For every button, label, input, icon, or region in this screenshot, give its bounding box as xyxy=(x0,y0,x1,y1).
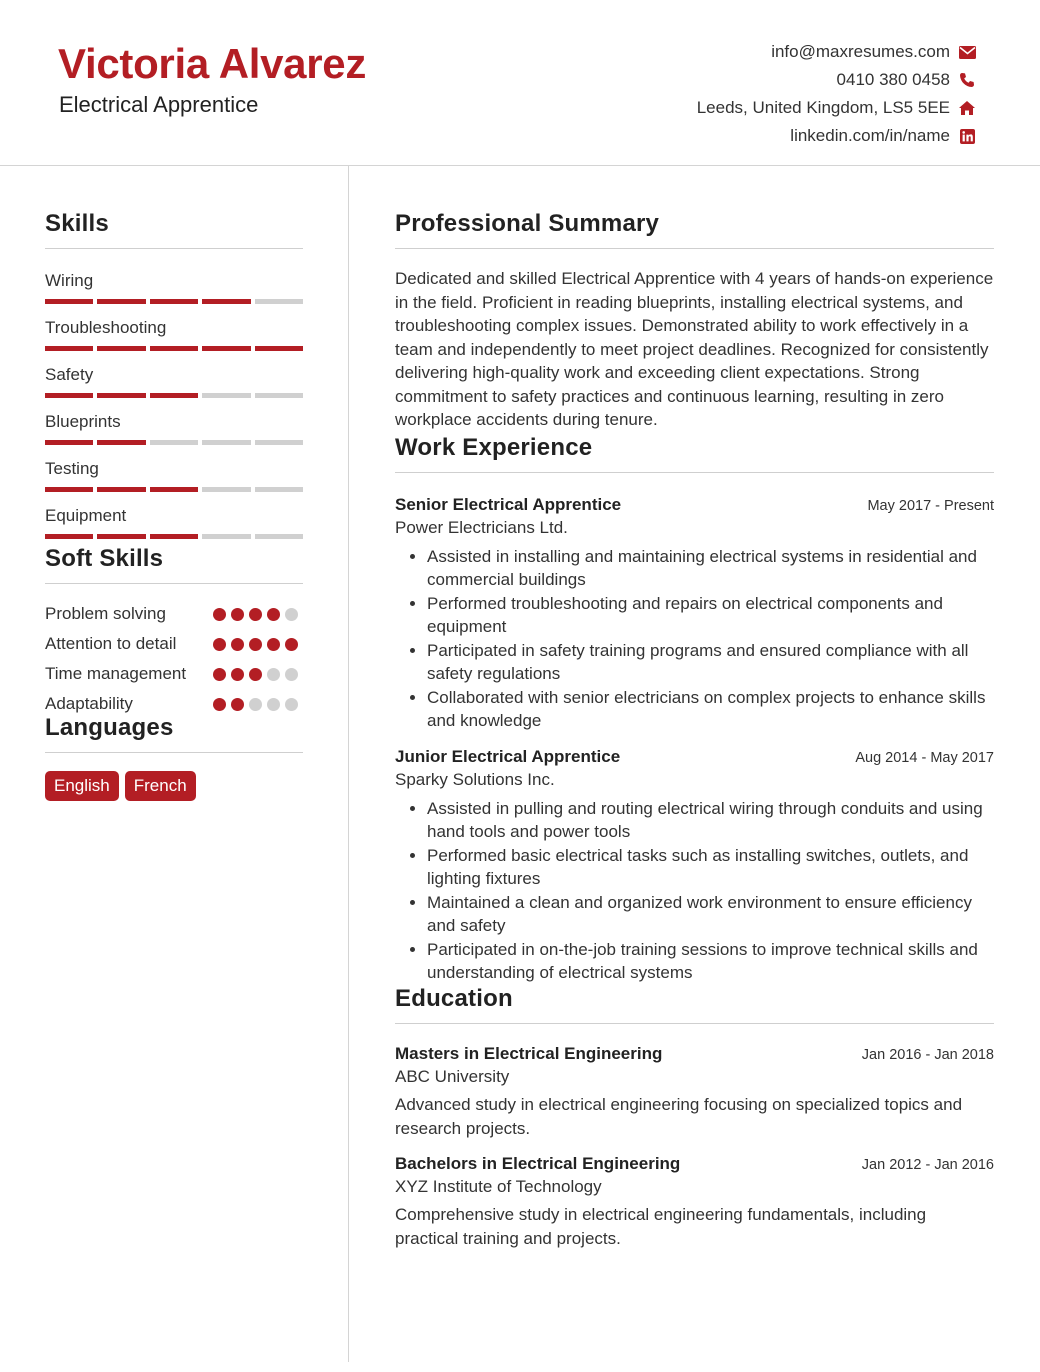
job-bullet: • Participated in on-the-job training sessions to improve technical skills and understanding of electrical systems xyxy=(427,938,994,985)
soft-skill-item xyxy=(45,692,303,716)
job-bullet: • Assisted in pulling and routing electrical wiring through conduits and using hand tools and power tools xyxy=(427,797,994,844)
degree-date: Jan 2016 - Jan 2018 xyxy=(861,1046,994,1063)
rating-dot xyxy=(267,668,280,681)
soft-skill-rating xyxy=(213,632,303,651)
skill-item xyxy=(45,457,303,492)
degree-date: Jan 2012 - Jan 2016 xyxy=(861,1156,994,1173)
contact-email-text: info@maxresumes.com xyxy=(771,42,950,61)
resume-header xyxy=(0,0,1040,166)
experience-heading: Work Experience xyxy=(395,434,994,473)
skill-level-segment xyxy=(255,299,303,304)
rating-dot xyxy=(231,698,244,711)
soft-skill-rating xyxy=(213,602,303,621)
skill-level-bar xyxy=(45,487,303,492)
employer-name: Sparky Solutions Inc. xyxy=(395,769,555,789)
job-date: Aug 2014 - May 2017 xyxy=(855,749,994,766)
skill-level-segment xyxy=(255,440,303,445)
soft-skill-item xyxy=(45,662,303,686)
skill-level-segment xyxy=(255,487,303,492)
main-content xyxy=(395,210,994,1252)
skill-level-segment xyxy=(45,534,93,539)
job-bullet: • Performed troubleshooting and repairs on electrical components and equipment xyxy=(427,592,994,639)
rating-dot xyxy=(231,608,244,621)
contact-list xyxy=(556,38,976,150)
skill-level-segment xyxy=(150,487,198,492)
rating-dot xyxy=(249,668,262,681)
contact-linkedin[interactable] xyxy=(556,122,976,150)
rating-dot xyxy=(267,608,280,621)
summary-heading: Professional Summary xyxy=(395,210,994,249)
soft-skill-name: Time management xyxy=(45,664,187,683)
phone-icon xyxy=(958,71,976,89)
soft-skills-heading: Soft Skills xyxy=(45,545,303,584)
education-entry xyxy=(395,1044,994,1142)
sidebar xyxy=(45,210,303,801)
skill-name: Wiring xyxy=(45,271,94,290)
rating-dot xyxy=(267,638,280,651)
job-title: Senior Electrical Apprentice xyxy=(395,494,622,514)
rating-dot xyxy=(213,698,226,711)
home-icon xyxy=(958,99,976,117)
soft-skill-name: Adaptability xyxy=(45,694,133,713)
soft-skill-name: Attention to detail xyxy=(45,634,177,653)
rating-dot xyxy=(285,608,298,621)
skill-name: Safety xyxy=(45,365,94,384)
skills-list xyxy=(45,269,303,539)
skill-level-segment xyxy=(97,393,145,398)
column-divider xyxy=(348,166,349,1362)
languages-list xyxy=(45,771,303,801)
skill-level-segment xyxy=(150,299,198,304)
skill-level-segment xyxy=(202,534,250,539)
degree-description: Comprehensive study in electrical engineering fundamentals, including practical training and projects. xyxy=(395,1204,927,1248)
skill-level-segment xyxy=(150,534,198,539)
rating-dot xyxy=(285,698,298,711)
skill-level-bar xyxy=(45,440,303,445)
job-bullet: • Performed basic electrical tasks such as installing switches, outlets, and lighting fixtures xyxy=(427,844,994,891)
education-entry-header xyxy=(395,1154,994,1174)
contact-email[interactable] xyxy=(556,38,976,66)
job-bullet: • Assisted in installing and maintaining electrical systems in residential and commercial buildings xyxy=(427,545,994,592)
rating-dot xyxy=(249,608,262,621)
skill-level-segment xyxy=(45,346,93,351)
skill-level-bar xyxy=(45,534,303,539)
job-bullets xyxy=(395,797,994,985)
skill-item xyxy=(45,504,303,539)
soft-skill-name: Problem solving xyxy=(45,604,166,623)
skill-level-segment xyxy=(97,440,145,445)
envelope-icon xyxy=(958,43,976,61)
soft-skills-list xyxy=(45,602,303,716)
soft-skill-item xyxy=(45,602,303,626)
skill-level-bar xyxy=(45,299,303,304)
experience-entry-header xyxy=(395,747,994,767)
rating-dot xyxy=(285,668,298,681)
rating-dot xyxy=(213,638,226,651)
skill-name: Blueprints xyxy=(45,412,121,431)
skill-level-segment xyxy=(150,346,198,351)
skill-level-segment xyxy=(45,393,93,398)
rating-dot xyxy=(249,698,262,711)
contact-address xyxy=(556,94,976,122)
summary-text: Dedicated and skilled Electrical Apprentice with 4 years of hands-on experience in the field. Proficient in reading blueprints, installing electrical systems, and troubleshooting complex issues. Demonstrated ability to work effectively in a team and independently to meet project deadlines. Recognized for consistently delivering high-quality work and exceeding client expectations. Strong commitment to safety practices and continuous learning, resulting in zero workplace accidents during tenure. xyxy=(395,269,994,429)
contact-phone-text: 0410 380 0458 xyxy=(836,70,950,89)
education-list xyxy=(395,1044,994,1252)
language-tag: English xyxy=(45,771,119,801)
institution-name: XYZ Institute of Technology xyxy=(395,1176,602,1196)
rating-dot xyxy=(249,638,262,651)
experience-list xyxy=(395,495,994,985)
skill-level-segment xyxy=(202,440,250,445)
job-bullet: • Collaborated with senior electricians on complex projects to enhance skills and knowledge xyxy=(427,686,994,733)
soft-skill-item xyxy=(45,632,303,656)
skill-level-segment xyxy=(150,393,198,398)
skill-level-segment xyxy=(202,346,250,351)
skill-name: Equipment xyxy=(45,506,127,525)
skill-level-segment xyxy=(202,299,250,304)
education-entry xyxy=(395,1154,994,1252)
skill-level-segment xyxy=(97,487,145,492)
experience-entry xyxy=(395,495,994,733)
rating-dot xyxy=(267,698,280,711)
experience-entry xyxy=(395,747,994,985)
skill-item xyxy=(45,269,303,304)
rating-dot xyxy=(231,668,244,681)
skill-name: Testing xyxy=(45,459,99,478)
degree-title: Masters in Electrical Engineering xyxy=(395,1043,663,1063)
job-date: May 2017 - Present xyxy=(867,497,994,514)
contact-linkedin-text: linkedin.com/in/name xyxy=(790,126,950,145)
linkedin-icon xyxy=(958,127,976,145)
skill-level-segment xyxy=(45,440,93,445)
job-bullet: • Participated in safety training programs and ensured compliance with all safety regulations xyxy=(427,639,994,686)
contact-phone[interactable] xyxy=(556,66,976,94)
soft-skill-rating xyxy=(213,662,303,681)
skill-level-segment xyxy=(255,534,303,539)
skill-level-bar xyxy=(45,393,303,398)
skill-name: Troubleshooting xyxy=(45,318,167,337)
languages-heading: Languages xyxy=(45,714,303,753)
job-title: Junior Electrical Apprentice xyxy=(395,746,621,766)
skill-item xyxy=(45,363,303,398)
candidate-title: Electrical Apprentice xyxy=(59,92,259,117)
institution-name: ABC University xyxy=(395,1066,510,1086)
skill-level-segment xyxy=(97,534,145,539)
skill-level-segment xyxy=(255,346,303,351)
skills-heading: Skills xyxy=(45,210,303,249)
employer-name: Power Electricians Ltd. xyxy=(395,517,568,537)
skill-level-segment xyxy=(150,440,198,445)
skill-level-segment xyxy=(202,393,250,398)
skill-item xyxy=(45,410,303,445)
education-entry-header xyxy=(395,1044,994,1064)
rating-dot xyxy=(213,668,226,681)
job-bullets xyxy=(395,545,994,733)
rating-dot xyxy=(285,638,298,651)
contact-address-text: Leeds, United Kingdom, LS5 5EE xyxy=(696,98,950,117)
soft-skill-rating xyxy=(213,692,303,711)
skill-level-segment xyxy=(202,487,250,492)
skill-level-segment xyxy=(45,299,93,304)
skill-level-bar xyxy=(45,346,303,351)
education-heading: Education xyxy=(395,985,994,1024)
experience-entry-header xyxy=(395,495,994,515)
degree-description: Advanced study in electrical engineering focusing on specialized topics and research projects. xyxy=(395,1094,963,1138)
job-bullet: • Maintained a clean and organized work environment to ensure efficiency and safety xyxy=(427,891,994,938)
language-tag: French xyxy=(125,771,196,801)
skill-level-segment xyxy=(255,393,303,398)
skill-level-segment xyxy=(97,346,145,351)
rating-dot xyxy=(213,608,226,621)
skill-level-segment xyxy=(97,299,145,304)
rating-dot xyxy=(231,638,244,651)
skill-item xyxy=(45,316,303,351)
skill-level-segment xyxy=(45,487,93,492)
candidate-name: Victoria Alvarez xyxy=(58,40,367,87)
degree-title: Bachelors in Electrical Engineering xyxy=(395,1153,681,1173)
